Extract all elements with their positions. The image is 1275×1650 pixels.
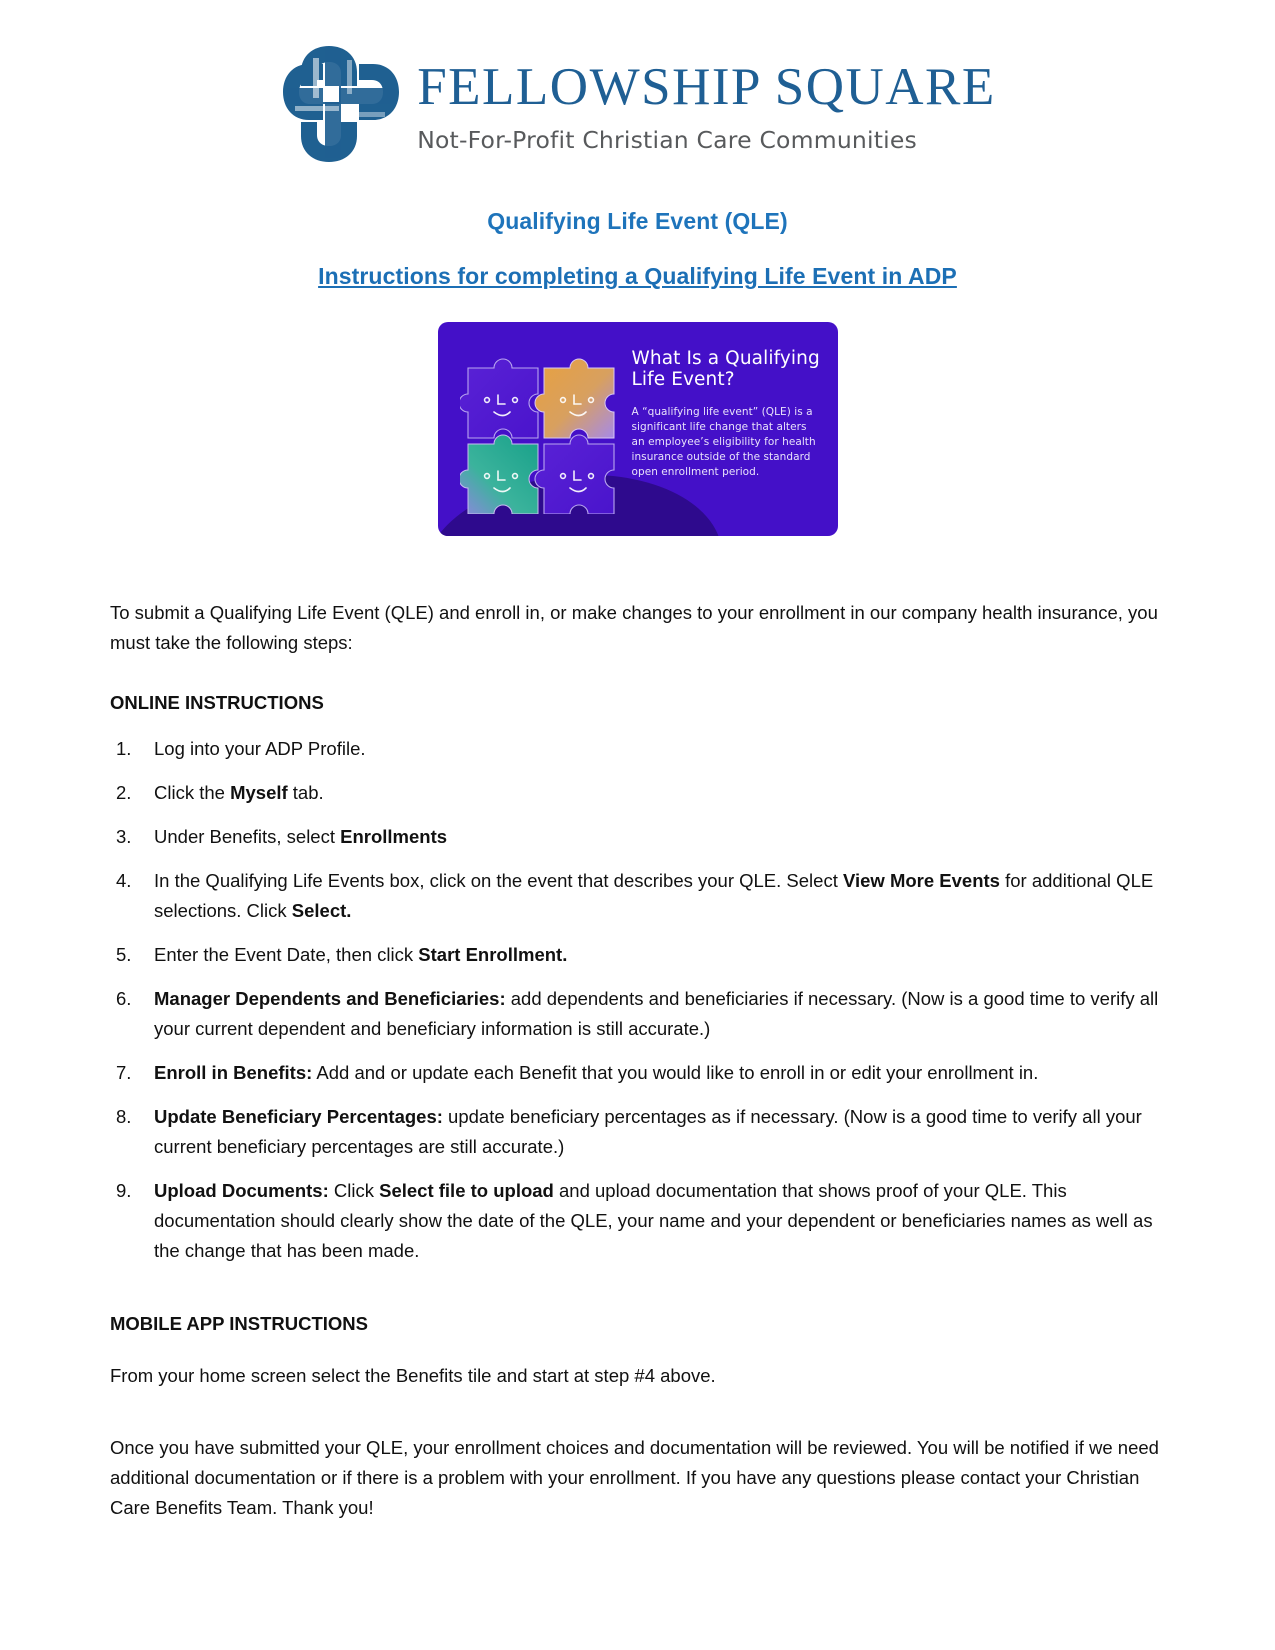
online-instructions-heading: ONLINE INSTRUCTIONS	[110, 691, 324, 713]
step-emphasis: Upload Documents:	[154, 1179, 329, 1201]
mobile-instructions-text: From your home screen select the Benefits tile and start at step #4 above.	[110, 1365, 716, 1387]
document-body	[0, 598, 1275, 1523]
intro-paragraph: To submit a Qualifying Life Event (QLE) and enroll in, or make changes to your enrollment in our company health insurance, you must take the following steps:	[110, 602, 1158, 653]
brand-wordmark-group	[417, 55, 996, 154]
step-emphasis: Manager Dependents and Beneficiaries:	[154, 987, 506, 1009]
fellowship-square-knot-logo-icon	[279, 42, 403, 166]
step-text: Click	[328, 1179, 380, 1201]
brand-tagline: Not-For-Profit Christian Care Communities	[417, 125, 917, 154]
step-emphasis: Enrollments	[340, 825, 448, 847]
step-text: Click the	[154, 781, 231, 803]
step-text: update beneficiary percentages as if necessary. (Now is a good time to verify all your current beneficiary percentages are still accurate.)	[154, 1105, 1142, 1157]
instruction-step	[110, 940, 1165, 970]
step-text: tab.	[287, 781, 324, 803]
step-text: for additional QLE selections. Click	[154, 869, 1154, 921]
closing-paragraph: Once you have submitted your QLE, your enrollment choices and documentation will be reviewed. You will be notified if we need additional documentation or if there is a problem with your enrollment. If you have any questions please contact your Christian Care Benefits Team. Thank you!	[110, 1437, 1159, 1519]
step-text: add dependents and beneficiaries if necessary. (Now is a good time to verify all your current dependent and beneficiary information is still accurate.)	[154, 987, 1159, 1039]
instruction-step	[110, 778, 1165, 808]
online-instructions-list	[110, 734, 1165, 1266]
instruction-step	[110, 984, 1165, 1044]
step-emphasis: View More Events	[842, 869, 1000, 891]
qle-info-card	[438, 322, 838, 536]
step-text: Log into your ADP Profile.	[154, 737, 366, 759]
step-emphasis: Select.	[291, 899, 352, 921]
instruction-step	[110, 1102, 1165, 1162]
qle-card-copy	[628, 322, 838, 536]
step-emphasis: Enroll in Benefits:	[154, 1061, 313, 1083]
step-emphasis: Start Enrollment.	[418, 943, 568, 965]
page-subtitle: Instructions for completing a Qualifying Life Event in ADP	[318, 263, 957, 289]
brand-header	[0, 0, 1275, 166]
step-text: In the Qualifying Life Events box, click on the event that describes your QLE. Select	[154, 869, 843, 891]
step-text: Under Benefits, select	[154, 825, 341, 847]
qle-card-body: A “qualifying life event” (QLE) is a significant life change that alters an employee’s eligibility for health insurance outside of the standard open enrollment period.	[631, 405, 816, 478]
step-text: and upload documentation that shows proof of your QLE. This documentation should clearly show the date of the QLE, your name and your dependent or beneficiaries names as well as the change that has been made.	[154, 1179, 1153, 1261]
step-text: Enter the Event Date, then click	[154, 943, 419, 965]
instruction-step	[110, 1058, 1165, 1088]
brand-wordmark: FELLOWSHIP SQUARE	[417, 57, 996, 116]
step-emphasis: Myself	[230, 781, 288, 803]
qle-card-heading: What Is a Qualifying Life Event?	[631, 348, 820, 391]
page-title: Qualifying Life Event (QLE)	[487, 208, 788, 234]
puzzle-illustration	[438, 322, 628, 536]
step-emphasis: Select file to upload	[379, 1179, 554, 1201]
instruction-step	[110, 734, 1165, 764]
instruction-step	[110, 1176, 1165, 1266]
mobile-instructions-heading: MOBILE APP INSTRUCTIONS	[110, 1313, 368, 1335]
qle-card-container	[0, 322, 1275, 536]
instruction-step	[110, 866, 1165, 926]
step-emphasis: Update Beneficiary Percentages:	[154, 1105, 443, 1127]
step-text: Add and or update each Benefit that you would like to enroll in or edit your enrollment in.	[312, 1061, 1039, 1083]
instruction-step	[110, 822, 1165, 852]
